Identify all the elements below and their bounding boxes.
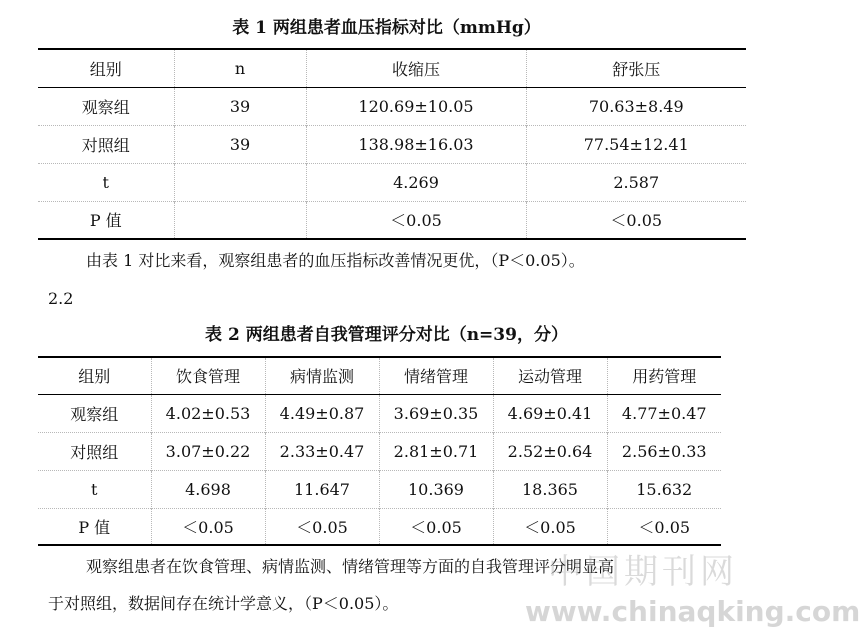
table2-header-row: [38, 357, 721, 394]
table2-header-cell: 情绪管理: [379, 357, 493, 394]
table-row: [38, 125, 746, 163]
table1-header-cell: 舒张压: [526, 49, 746, 87]
table2-cell: ＜0.05: [379, 508, 493, 545]
table2-cell: 4.49±0.87: [265, 394, 379, 432]
table2-cell: 15.632: [607, 470, 721, 508]
table1-cell: 138.98±16.03: [306, 125, 526, 163]
table1-cell: 对照组: [38, 125, 174, 163]
paragraph-2-line-2: 于对照组，数据间存在统计学意义，（P＜0.05）。: [48, 594, 399, 613]
paragraph-2-line-1: 观察组患者在饮食管理、病情监测、情绪管理等方面的自我管理评分明显高: [86, 557, 615, 576]
table2-header-cell: 运动管理: [493, 357, 607, 394]
paragraph-1: 由表 1 对比来看，观察组患者的血压指标改善情况更优，（P＜0.05）。: [86, 251, 585, 270]
table1-cell: P 值: [38, 201, 174, 239]
table1-cell: t: [38, 163, 174, 201]
table2-cell: 4.77±0.47: [607, 394, 721, 432]
table2-cell: 3.69±0.35: [379, 394, 493, 432]
table2-cell: ＜0.05: [265, 508, 379, 545]
table1-cell: ＜0.05: [306, 201, 526, 239]
table2-cell: 4.698: [151, 470, 265, 508]
table2-cell: 对照组: [38, 432, 151, 470]
table1-header-cell: n: [174, 49, 306, 87]
table1-cell: 77.54±12.41: [526, 125, 746, 163]
table-row: [38, 163, 746, 201]
table2-cell: 2.81±0.71: [379, 432, 493, 470]
table2-header-cell: 用药管理: [607, 357, 721, 394]
table-row: [38, 470, 721, 508]
table2-cell: 观察组: [38, 394, 151, 432]
table-row: [38, 201, 746, 239]
table-row: [38, 87, 746, 125]
table2-cell: 4.02±0.53: [151, 394, 265, 432]
table2-cell: 3.07±0.22: [151, 432, 265, 470]
table1-cell: 观察组: [38, 87, 174, 125]
table1-cell: 70.63±8.49: [526, 87, 746, 125]
table1-cell: [174, 201, 306, 239]
watermark-logo: 中国期刊网: [548, 552, 738, 592]
table2-cell: ＜0.05: [151, 508, 265, 545]
table2-cell: 2.33±0.47: [265, 432, 379, 470]
table2-header-cell: 组别: [78, 367, 111, 387]
table1-cell: 120.69±10.05: [306, 87, 526, 125]
table2-cell: 11.647: [265, 470, 379, 508]
table1-caption: 表 1 两组患者血压指标对比（mmHg）: [232, 18, 541, 38]
table-row: [38, 394, 721, 432]
table1: [38, 48, 746, 240]
table2-cell: 4.69±0.41: [493, 394, 607, 432]
table-row: [38, 508, 721, 545]
table1-cell: 4.269: [306, 163, 526, 201]
table2-cell: ＜0.05: [607, 508, 721, 545]
table1-cell: [174, 163, 306, 201]
table2-cell: 2.56±0.33: [607, 432, 721, 470]
table2-cell: 10.369: [379, 470, 493, 508]
table2-cell: 18.365: [493, 470, 607, 508]
table2-cell: ＜0.05: [493, 508, 607, 545]
table2-cell: P 值: [38, 508, 151, 545]
watermark-url: www.chinaqking.com: [525, 595, 860, 628]
table2-header-cell: 饮食管理: [151, 357, 265, 394]
table2-cell: 2.52±0.64: [493, 432, 607, 470]
table1-cell: ＜0.05: [526, 201, 746, 239]
table1-header-cell: 收缩压: [306, 49, 526, 87]
table-row: [38, 432, 721, 470]
table2: [38, 356, 721, 546]
section-number: 2.2: [48, 289, 74, 308]
table1-header-row: [38, 49, 746, 87]
table1-cell: 39: [174, 125, 306, 163]
table2-caption: 表 2 两组患者自我管理评分对比（n=39，分）: [205, 325, 568, 345]
table1-cell: 2.587: [526, 163, 746, 201]
table2-cell: t: [38, 470, 151, 508]
table1-header-cell: 组别: [89, 59, 122, 79]
table2-header-cell: 病情监测: [265, 357, 379, 394]
table1-cell: 39: [174, 87, 306, 125]
